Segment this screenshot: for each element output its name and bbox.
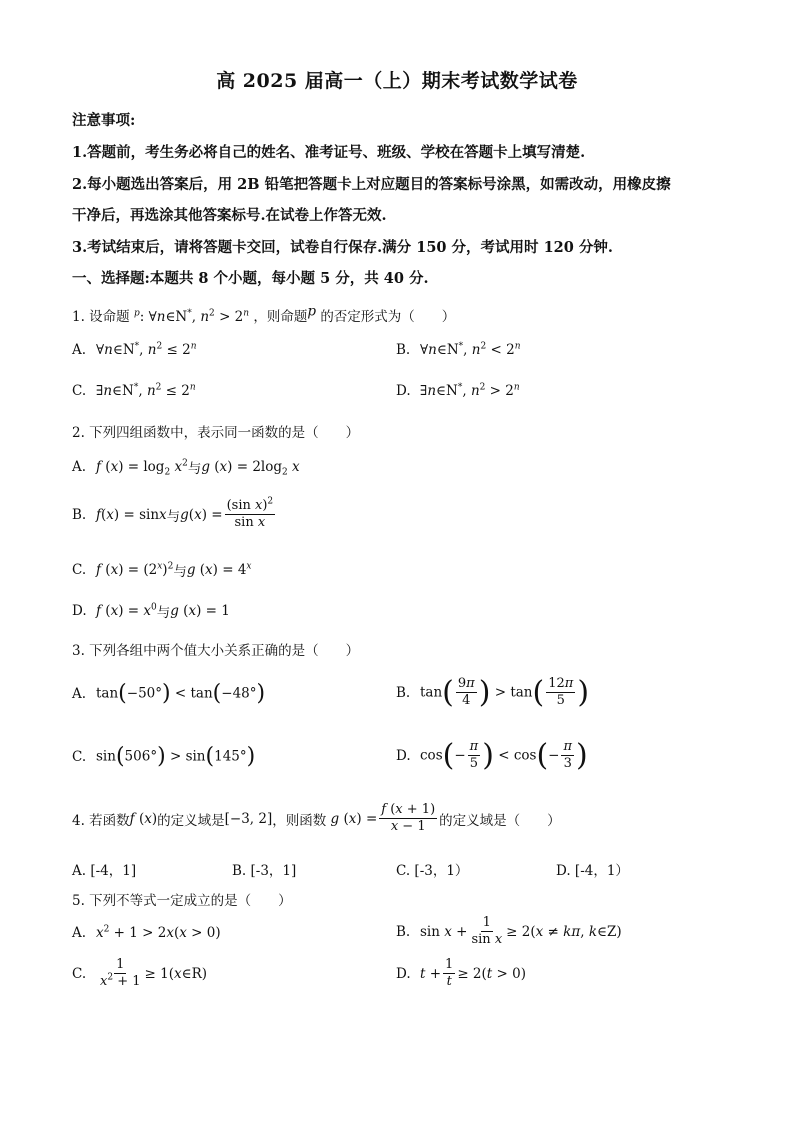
q1-proposition: $^p$: ∀n∈N*, $n^2 > 2^n$ (133, 308, 250, 325)
question-5: 5. 下列不等式一定成立的是（ ） (72, 893, 292, 909)
q2-option-c[interactable]: C. f $(x) = (2^x)^2$ 与 g $(x) = 4^x$ (72, 561, 252, 580)
q1-option-b[interactable]: B. ∀n∈N*, $n^2 < 2^n$ (396, 341, 521, 358)
q2-option-d[interactable]: D. f $(x) = x^0$ 与 g (x) = 1 (72, 602, 230, 621)
q5-option-d[interactable]: D. t + $\frac{1}{t}$ ≥ 2(t > 0) (396, 957, 526, 989)
q5-option-a[interactable]: A. $x^2 + 1 > 2x(x > 0)$ (72, 924, 221, 941)
q1-stem-b: ，则命题 (253, 309, 308, 325)
q4-option-d[interactable]: D. [-4，1） (556, 863, 629, 879)
q5-option-c[interactable]: C. $\frac{1}{x^2 + 1}$ ≥ 1(x∈R) (72, 957, 208, 989)
q1-option-c[interactable]: C. ∃n∈N*, $n^2 \le 2^n$ (72, 382, 196, 399)
q3-option-b[interactable]: B. tan( $\frac{9\pi}{4}$ ) > tan( $\frac{12\pi}{5}$ ) (396, 674, 590, 710)
q5-option-b[interactable]: B. sin x + $\frac{1}{\text{sin x}}$ ≥ 2(x ≠ kπ, k∈Z) (396, 915, 622, 947)
q3-option-d[interactable]: D. cos(− $\frac{\pi}{5}$ ) < cos(− $\frac{\pi}{3}$ ) (396, 737, 588, 773)
q4-option-a[interactable]: A. [-4，1] (72, 863, 137, 879)
q1-option-d[interactable]: D. ∃n∈N*, $n^2 > 2^n$ (396, 382, 520, 399)
q3-option-a[interactable]: A. tan(−50°) < tan(−48°) (72, 681, 266, 706)
notice-item-1: 1.答题前，考生务必将自己的姓名、准考证号、班级、学校在答题卡上填写清楚. (72, 144, 586, 161)
notice-item-3: 3.考试结束后，请将答题卡交回，试卷自行保存.满分 150 分，考试用时 120 分钟. (72, 239, 613, 256)
notice-item-2a: 2.每小题选出答案后，用 2B 铅笔把答题卡上对应题目的答案标号涂黑，如需改动，用橡皮擦 (72, 176, 671, 193)
notice-item-2b: 干净后，再选涂其他答案标号.在试卷上作答无效. (72, 207, 387, 224)
section-1-heading: 一、选择题:本题共 8 个小题，每小题 5 分，共 40 分. (72, 270, 429, 287)
q2-option-b[interactable]: B. f(x) = sinx 与 g(x) = $\frac{(\sin x)^2}{\text{sin x}}$ (72, 496, 274, 530)
q1-option-a[interactable]: A. ∀n∈N*, $n^2 \le 2^n$ (72, 341, 197, 358)
question-1: 1. 设命题 $^p$: ∀n∈N*, $n^2 > 2^n$ ，则命题$^p$ 的否定形式为（ ） (72, 303, 456, 325)
question-2: 2. 下列四组函数中，表示同一函数的是（ ） (72, 425, 360, 441)
q2-option-a[interactable]: A. f $(x) = \log_2 x^2$ 与 g $(x) = 2\log_2$ x (72, 458, 300, 478)
question-4: 4. 若函数 f (x) 的定义域是 [−3, 2] ，则函数 g (x) = $\frac{f (x + 1)}{x - 1}$ 的定义域是（ ） (72, 802, 561, 834)
q4-option-c[interactable]: C. [-3，1） (396, 863, 469, 879)
q1-stem-c: 的否定形式为（ ） (320, 309, 456, 325)
q4-option-b[interactable]: B. [-3，1] (232, 863, 297, 879)
question-3: 3. 下列各组中两个值大小关系正确的是（ ） (72, 643, 360, 659)
q3-option-c[interactable]: C. sin(506°) > sin(145°) (72, 744, 256, 769)
notice-heading: 注意事项: (72, 112, 136, 129)
exam-title: 高 2025 届高一（上）期末考试数学试卷 (216, 70, 578, 92)
q1-stem-a: 1. 设命题 (72, 309, 130, 325)
